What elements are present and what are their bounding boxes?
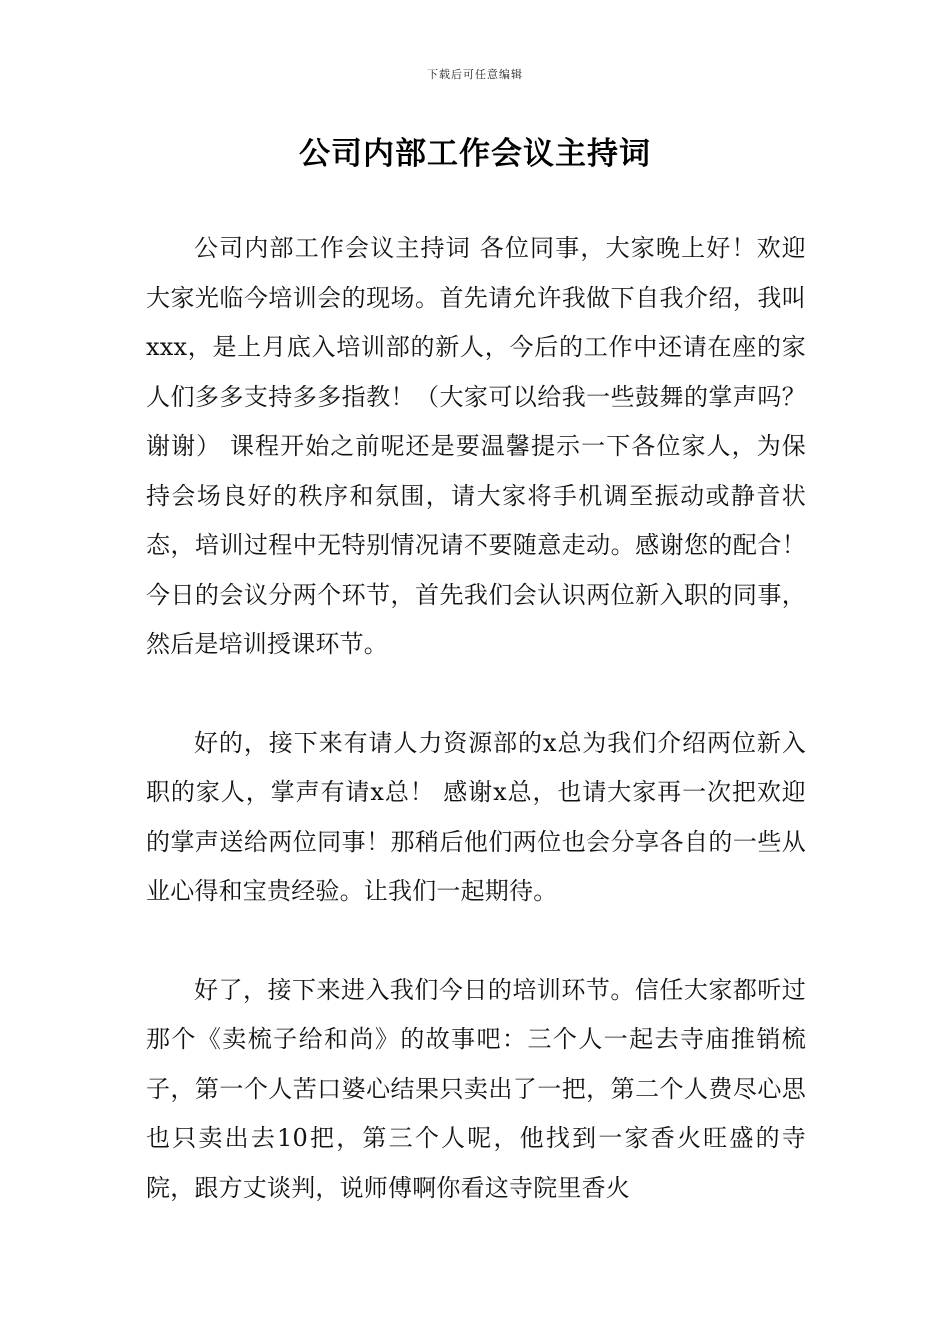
- paragraph: 公司内部工作会议主持词 各位同事，大家晚上好！欢迎大家光临今培训会的现场。首先请允许我做下自我介绍，我叫xxx，是上月底入培训部的新人，今后的工作中还请在座的家人们多多支持多多指教！（大家可以给我一些鼓舞的掌声吗？谢谢） 课程开始之前呢还是要温馨提示一下各位家人，为保持会场良好的秩序和氛围，请大家将手机调至振动或静音状态，培训过程中无特别情况请不要随意走动。感谢您的配合！ 今日的会议分两个环节，首先我们会认识两位新入职的同事，然后是培训授课环节。: [146, 234, 806, 658]
- document-body: [146, 224, 806, 1213]
- paragraph: 好的，接下来有请人力资源部的x总为我们介绍两位新入职的家人，掌声有请x总！ 感谢x总，也请大家再一次把欢迎的掌声送给两位同事！那稍后他们两位也会分享各自的一些从业心得和宝贵经验。让我们一起期待。: [146, 728, 806, 905]
- header-note: 下载后可任意编辑: [427, 68, 523, 81]
- document-title: 公司内部工作会议主持词: [299, 136, 651, 172]
- paragraph: 好了，接下来进入我们今日的培训环节。信任大家都听过那个《卖梳子给和尚》的故事吧：三个人一起去寺庙推销梳子，第一个人苦口婆心结果只卖出了一把，第二个人费尽心思也只卖出去10把，第三个人呢，他找到一家香火旺盛的寺院，跟方丈谈判，说师傅啊你看这寺院里香火: [146, 975, 806, 1202]
